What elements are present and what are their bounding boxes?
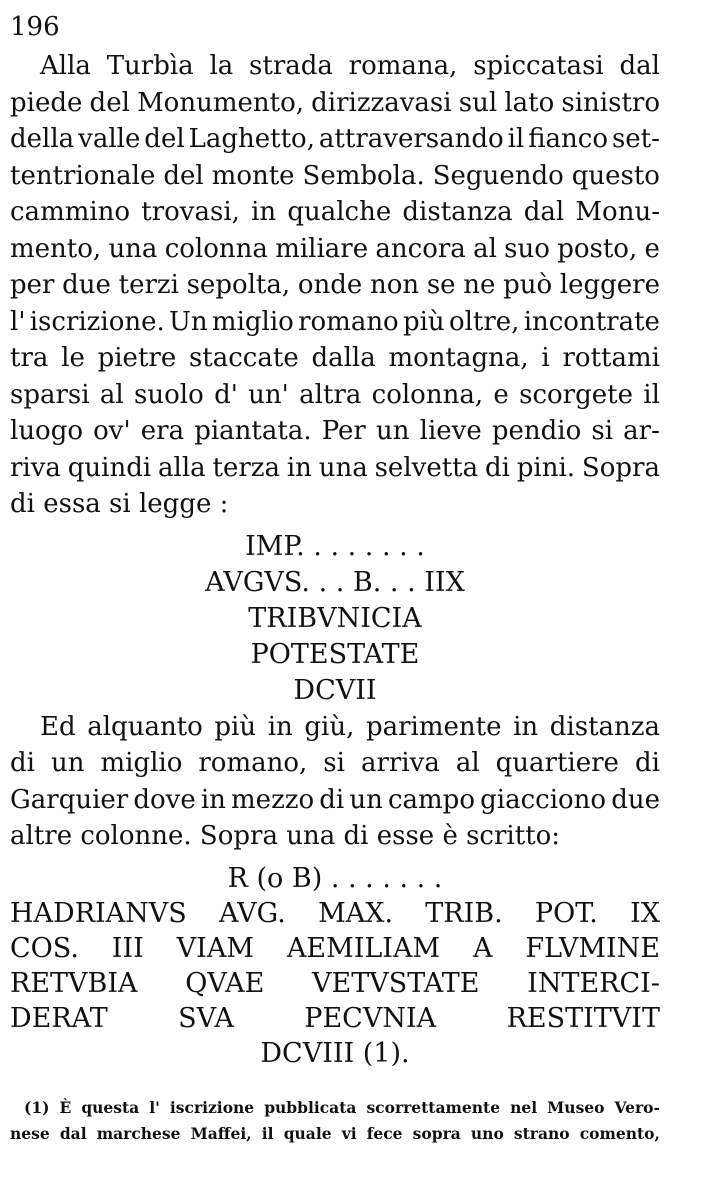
word: marchese [96,1123,181,1143]
word: può [503,270,553,300]
word: giù, [304,711,355,742]
word: uno [470,1123,504,1143]
word: colonna [164,233,268,264]
word: del [144,124,185,154]
text-line [10,85,660,122]
footnote-line [10,1095,660,1121]
word: in [267,711,293,742]
word: altra [299,379,362,410]
word: (1) [24,1097,50,1117]
word: Ed [40,711,76,742]
word: e [644,233,660,264]
word: RETVBIA [10,967,138,999]
word: valle [78,124,141,154]
paragraph-2 [10,709,660,855]
word: piede [10,87,83,118]
word: scorgete [519,379,633,410]
word: qualche [287,197,392,227]
word: RESTITVIT [506,1002,660,1034]
word: in [251,197,277,227]
word: una [318,452,368,483]
word: tentrionale [10,160,156,191]
text-line [10,413,660,450]
inscription-line [10,966,660,1001]
word: fece [366,1123,403,1143]
word: quindi [67,452,152,483]
word: Monu- [575,197,660,227]
footnote-line [10,1121,660,1147]
word: dal [59,1123,87,1143]
word: i [541,343,550,373]
word: iscrizione. [29,306,165,337]
word: d' [214,379,238,410]
word: IX [630,897,660,929]
inscription-line [10,896,660,931]
word: lieve [419,416,482,446]
word: si [591,416,614,446]
word: selvetta [374,452,479,483]
text-line [10,121,660,158]
word: due [611,784,660,815]
text-line [10,450,660,487]
page-number: 196 [10,12,60,42]
inscription-line: TRIBVNICIA [248,602,422,634]
word: VIAM [176,932,254,964]
word: di [634,748,660,778]
word: A [473,932,493,964]
word: miliare [275,233,369,264]
word: TRIB. [425,897,503,929]
word: più [402,306,445,337]
word: al [455,748,480,778]
word: spiccatasi [473,51,604,81]
word: si [323,748,345,778]
word: Laghetto, [188,124,315,154]
text-line [10,782,660,819]
word: miglio [211,306,294,337]
word: montagna, [388,343,529,373]
word: AVG. [219,897,286,929]
word: INTERCI- [527,967,660,999]
word: il [261,1123,274,1143]
word: ne [463,270,496,300]
word: distanza [549,711,660,742]
word: colonna, [371,379,484,410]
word: per [10,270,55,300]
word: campo [387,784,475,815]
word: COS. [10,932,79,964]
word: sul [458,87,498,118]
word: trovasi, [141,197,240,227]
word: III [111,932,144,964]
word: lato [504,87,555,118]
word: piantata. [194,416,312,446]
word: se [426,270,456,300]
word: sparsi [10,379,90,410]
word: POT. [534,897,598,929]
word: una [108,233,158,264]
word: un [376,416,410,446]
word: sepolta, [186,270,291,300]
word: la [209,51,234,81]
word: arriva [360,748,440,778]
word: Garquier [10,784,129,815]
footnote [10,1095,660,1147]
word: in [286,452,312,483]
word: sinistro [561,87,660,118]
word: quale [283,1123,332,1143]
word: romano, [198,748,308,778]
word: giacciono [480,784,607,815]
word: suolo [134,379,204,410]
word: e [493,379,509,410]
word: alla [158,452,206,483]
page [10,12,660,1147]
word: pendio [491,416,582,446]
word: distanza [402,197,513,227]
text-line [10,267,660,304]
text-line [10,709,660,746]
word: strada [249,51,333,81]
word: posto, [557,233,638,264]
word: Per [321,416,366,446]
word: pini. [516,452,576,483]
word: nel [510,1097,538,1117]
word: parimente [365,711,502,742]
inscription-line: DCVII [293,674,377,706]
word: un [349,784,383,815]
word: suo [504,233,550,264]
word: iscrizione [169,1097,255,1117]
word: due [62,270,111,300]
word: rottami [562,343,660,373]
word: Monumento, [137,87,304,118]
word: MAX. [318,897,394,929]
word: tra [10,343,49,373]
word: VETVSTATE [311,967,480,999]
word: riva [10,452,61,483]
word: Vero- [614,1097,660,1117]
word: comento, [579,1123,660,1143]
word: terza [212,452,280,483]
word: pubblicata [264,1097,357,1117]
word: del [163,160,204,191]
word: oltre, [448,306,520,337]
word: monte [211,160,295,191]
word: luogo [10,416,84,446]
word: alquanto [87,711,203,742]
word: incontrate [523,306,660,337]
word: di [10,748,35,778]
inscription-line [10,1001,660,1036]
text-line [10,194,660,231]
word: di [484,452,510,483]
word: pietre [97,343,177,373]
word: Turbìa [106,51,194,81]
word: non [369,270,420,300]
word: Sembola. [302,160,425,191]
word: l' [10,306,26,337]
word: un [50,748,85,778]
word: onde [297,270,363,300]
text-line [10,158,660,195]
word: Sopra [581,452,660,483]
word: SVA [178,1002,234,1034]
inscription-line: POTESTATE [250,638,420,670]
word: leggere [559,270,660,300]
word: staccate [188,343,299,373]
word: era [140,416,185,446]
word: il [507,124,525,154]
word: Maffei, [190,1123,252,1143]
word: della [10,124,75,154]
text-line [10,304,660,341]
word: DERAT [10,1002,108,1034]
word: ov' [93,416,131,446]
word: ancora [375,233,466,264]
word: le [61,343,85,373]
text-line: altre colonne. Sopra una di esse è scritto: [10,821,561,851]
word: quartiere [495,748,619,778]
word: HADRIANVS [10,897,187,929]
word: in [200,784,226,815]
word: romano [298,306,399,337]
word: sopra [412,1123,461,1143]
word: scorrettamente [366,1097,501,1117]
word: Seguendo [432,160,564,191]
word: in [513,711,539,742]
word: set- [611,124,660,154]
word: al [99,379,124,410]
word: Alla [40,51,91,81]
word: terzi [118,270,179,300]
paragraph-1 [10,48,660,523]
inscription-line: AVGVS. . . B. . . IIX [205,566,465,598]
word: questa [81,1097,140,1117]
word: del [89,87,130,118]
inscription-line: R (o B) . . . . . . . [227,862,443,894]
word: un' [248,379,289,410]
text-line: di essa si legge : [10,489,229,519]
word: di [319,784,345,815]
word: al [473,233,497,264]
word: più [214,711,257,742]
inscription-2 [10,861,660,1071]
word: dal [619,51,660,81]
text-line [10,745,660,782]
word: miglio [100,748,183,778]
word: questo [571,160,660,191]
word: l' [149,1097,160,1117]
text-line [10,340,660,377]
word: dirizzavasi [311,87,452,118]
text-line [10,48,660,85]
word: ar- [623,416,660,446]
text-line [10,377,660,414]
word: cammino [10,197,131,227]
word: strano [513,1123,570,1143]
word: dalla [311,343,376,373]
word: dal [523,197,565,227]
word: dove [133,784,196,815]
word: È [59,1097,72,1117]
inscription-line [10,931,660,966]
word: QVAE [185,967,265,999]
word: fianco [528,124,608,154]
word: AEMILIAM [286,932,441,964]
text-line [10,231,660,268]
word: FLVMINE [525,932,660,964]
word: PECVNIA [304,1002,437,1034]
inscription-line: DCVIII (1). [260,1037,410,1069]
inscription-line: IMP. . . . . . . . [245,530,425,562]
word: attraversando [318,124,504,154]
inscription-1 [10,529,660,709]
word: romana, [348,51,458,81]
word: nese [10,1123,50,1143]
word: Un [169,306,208,337]
word: mento, [10,233,102,264]
word: vi [341,1123,357,1143]
word: Museo [547,1097,605,1117]
word: il [643,379,660,410]
word: mezzo [231,784,315,815]
